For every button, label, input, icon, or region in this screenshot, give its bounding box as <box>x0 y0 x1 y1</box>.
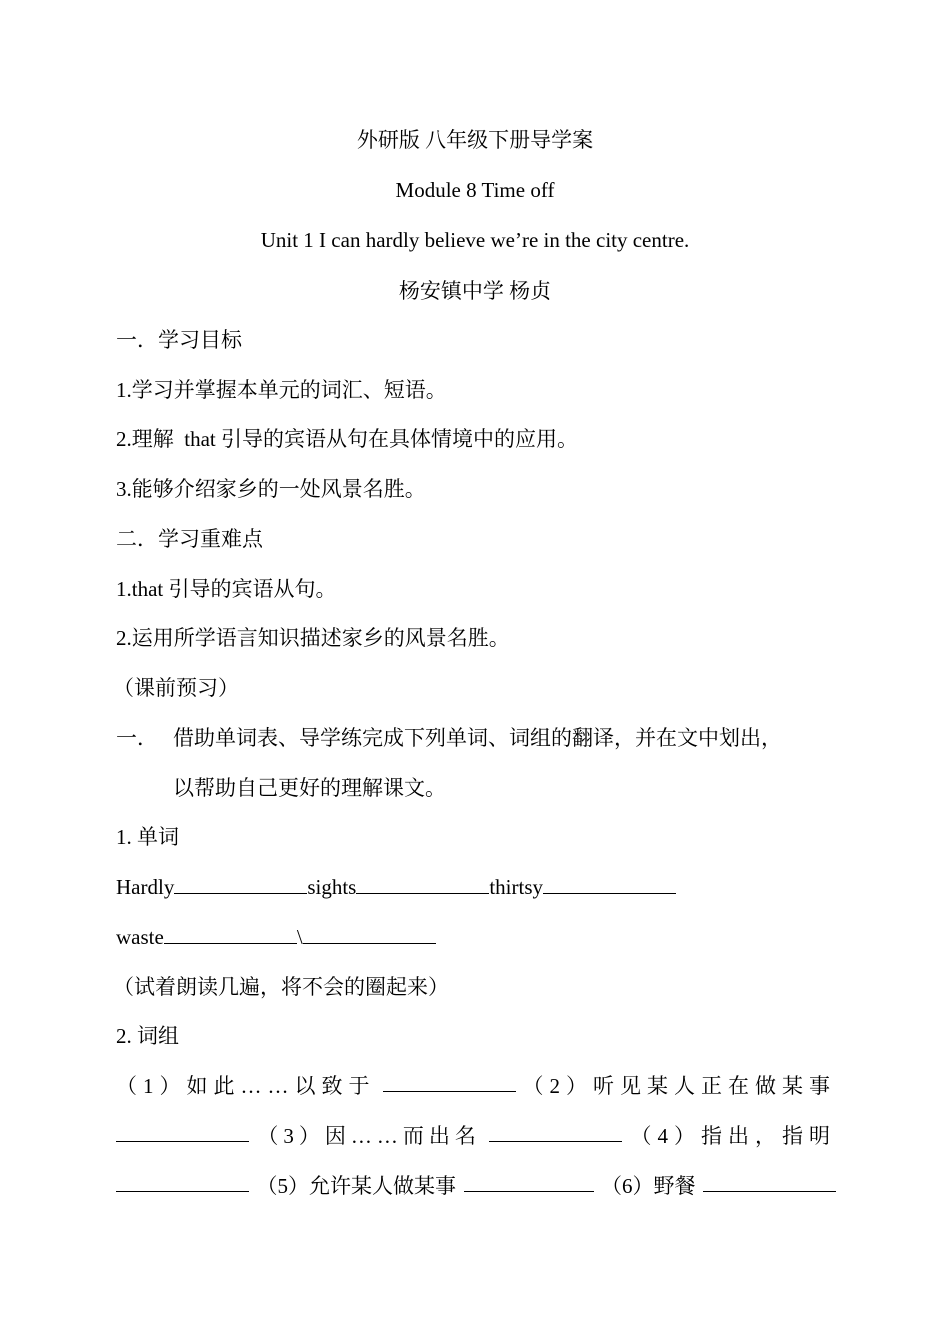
goal-item: 2.理解 that 引导的宾语从句在具体情境中的应用。 <box>116 427 578 451</box>
answer-blank[interactable] <box>543 873 676 894</box>
answer-blank[interactable] <box>703 1171 836 1192</box>
phrase-label: （3）因……而出名 <box>257 1124 481 1148</box>
phrase-label: （5）允许某人做某事 <box>256 1174 456 1198</box>
module-title: Module 8 Time off <box>395 178 555 202</box>
document-title: 外研版 八年级下册导学案 <box>356 128 594 152</box>
key-point-item: 2.运用所学语言知识描述家乡的风景名胜。 <box>116 626 510 650</box>
word-label: sights <box>307 875 357 899</box>
preview-task-line <box>116 723 836 753</box>
answer-blank[interactable] <box>116 1171 249 1192</box>
author-line: 杨安镇中学 杨贞 <box>398 279 552 303</box>
words-line-1 <box>116 872 836 902</box>
answer-blank[interactable] <box>303 923 436 944</box>
phrases-line-1 <box>116 1071 836 1101</box>
goals-heading: 一．学习目标 <box>116 328 242 352</box>
key-point-item: 1.that 引导的宾语从句。 <box>116 577 337 601</box>
unit-title: Unit 1 I can hardly believe we’re in the city centre. <box>260 228 690 252</box>
phrases-line-3 <box>116 1171 836 1201</box>
preview-heading: （课前预习） <box>113 676 239 700</box>
separator-text: \ <box>296 925 303 949</box>
word-label: waste <box>116 925 164 949</box>
words-heading: 1. 单词 <box>116 825 179 849</box>
word-label: thirtsy <box>489 875 544 899</box>
preview-task-number: 一． <box>116 726 158 750</box>
answer-blank[interactable] <box>174 873 307 894</box>
answer-blank[interactable] <box>356 873 489 894</box>
phrases-heading: 2. 词组 <box>116 1024 179 1048</box>
words-line-2 <box>116 922 836 952</box>
answer-blank[interactable] <box>489 1121 622 1142</box>
goal-item: 3.能够介绍家乡的一处风景名胜。 <box>116 477 426 501</box>
answer-blank[interactable] <box>164 923 297 944</box>
answer-blank[interactable] <box>383 1071 516 1092</box>
goal-item: 1.学习并掌握本单元的词汇、短语。 <box>116 378 447 402</box>
phrase-label: （4）指出，指明 <box>630 1124 836 1148</box>
preview-task-continuation: 以帮助自己更好的理解课文。 <box>173 776 446 800</box>
phrase-label: （2）听见某人正在做某事 <box>522 1074 836 1098</box>
key-points-heading: 二．学习重难点 <box>116 527 263 551</box>
answer-blank[interactable] <box>464 1171 594 1192</box>
word-label: Hardly <box>116 875 175 899</box>
phrases-line-2 <box>116 1121 836 1151</box>
answer-blank[interactable] <box>116 1121 249 1142</box>
preview-task-text: 借助单词表、导学练完成下列单词、词组的翻译，并在文中划出， <box>173 726 782 750</box>
phrase-label: （1）如此……以致于 <box>116 1074 376 1098</box>
words-note: （试着朗读几遍，将不会的圈起来） <box>113 975 449 999</box>
phrase-label: （6）野餐 <box>601 1174 696 1198</box>
